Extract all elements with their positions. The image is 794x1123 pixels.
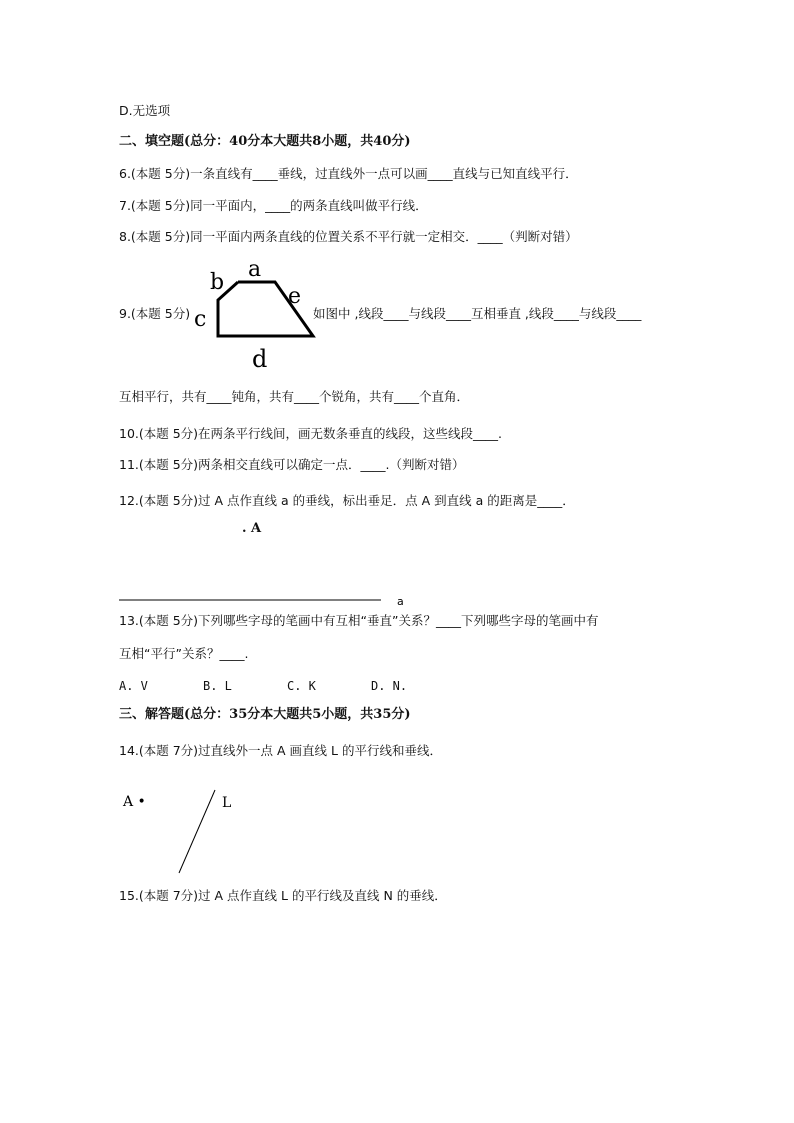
question12-point-a: . A	[242, 521, 262, 536]
question9-text-continued: 互相平行，共有____钝角，共有____个锐角，共有____个直角．	[119, 389, 470, 404]
question12: 12.(本题 5分)过 A 点作直线 a 的垂线，标出垂足．点 A 到直线 a 的距离是____．	[119, 493, 575, 508]
question14-figure	[119, 780, 259, 880]
point-a-label: A •	[123, 794, 146, 810]
question11: 11.(本题 5分)两条相交直线可以确定一点．____.（判断对错）	[119, 457, 465, 472]
section2-heading: 二、填空题(总分：40分本大题共8小题，共40分)	[119, 134, 411, 149]
section3-heading: 三、解答题(总分：35分本大题共5小题，共35分)	[119, 707, 411, 722]
question6: 6.(本题 5分)一条直线有____垂线，过直线外一点可以画____直线与已知直线平行．	[119, 166, 578, 181]
question8: 8.(本题 5分)同一平面内两条直线的位置关系不平行就一定相交．____（判断对错）	[119, 229, 578, 244]
question7: 7.(本题 5分)同一平面内，____的两条直线叫做平行线．	[119, 198, 428, 213]
question10: 10.(本题 5分)在两条平行线间，画无数条垂直的线段，这些线段____.	[119, 426, 503, 441]
question15: 15.(本题 7分)过 A 点作直线 L 的平行线及直线 N 的垂线．	[119, 888, 447, 903]
question5-option-d: D.无选项	[119, 103, 171, 118]
line-l-label: L	[222, 795, 232, 811]
label-d: d	[252, 345, 268, 373]
line-a-label: a	[397, 595, 404, 608]
question13-options	[119, 678, 407, 694]
question9-text: 如图中 ,线段____与线段____互相垂直 ,线段____与线段____	[313, 306, 642, 321]
option-a: A. V	[119, 679, 148, 693]
option-b: B. L	[203, 679, 232, 693]
question14: 14.(本题 7分)过直线外一点 A 画直线 L 的平行线和垂线．	[119, 743, 442, 758]
question12-figure	[119, 590, 419, 610]
option-d: D. N.	[371, 679, 408, 693]
question13-line2: 互相“平行”关系？____.	[119, 646, 249, 661]
question13-line1: 13.(本题 5分)下列哪些字母的笔画中有互相“垂直”关系？____下列哪些字母的笔画中有	[119, 613, 599, 628]
question9-figure	[190, 254, 320, 374]
line-l	[179, 790, 215, 873]
option-c: C. K	[287, 679, 316, 693]
label-a: a	[248, 257, 262, 282]
label-b: b	[210, 270, 225, 295]
label-e: e	[288, 284, 302, 309]
label-c: c	[194, 307, 207, 332]
question9-prefix: 9.(本题 5分)	[119, 306, 191, 321]
